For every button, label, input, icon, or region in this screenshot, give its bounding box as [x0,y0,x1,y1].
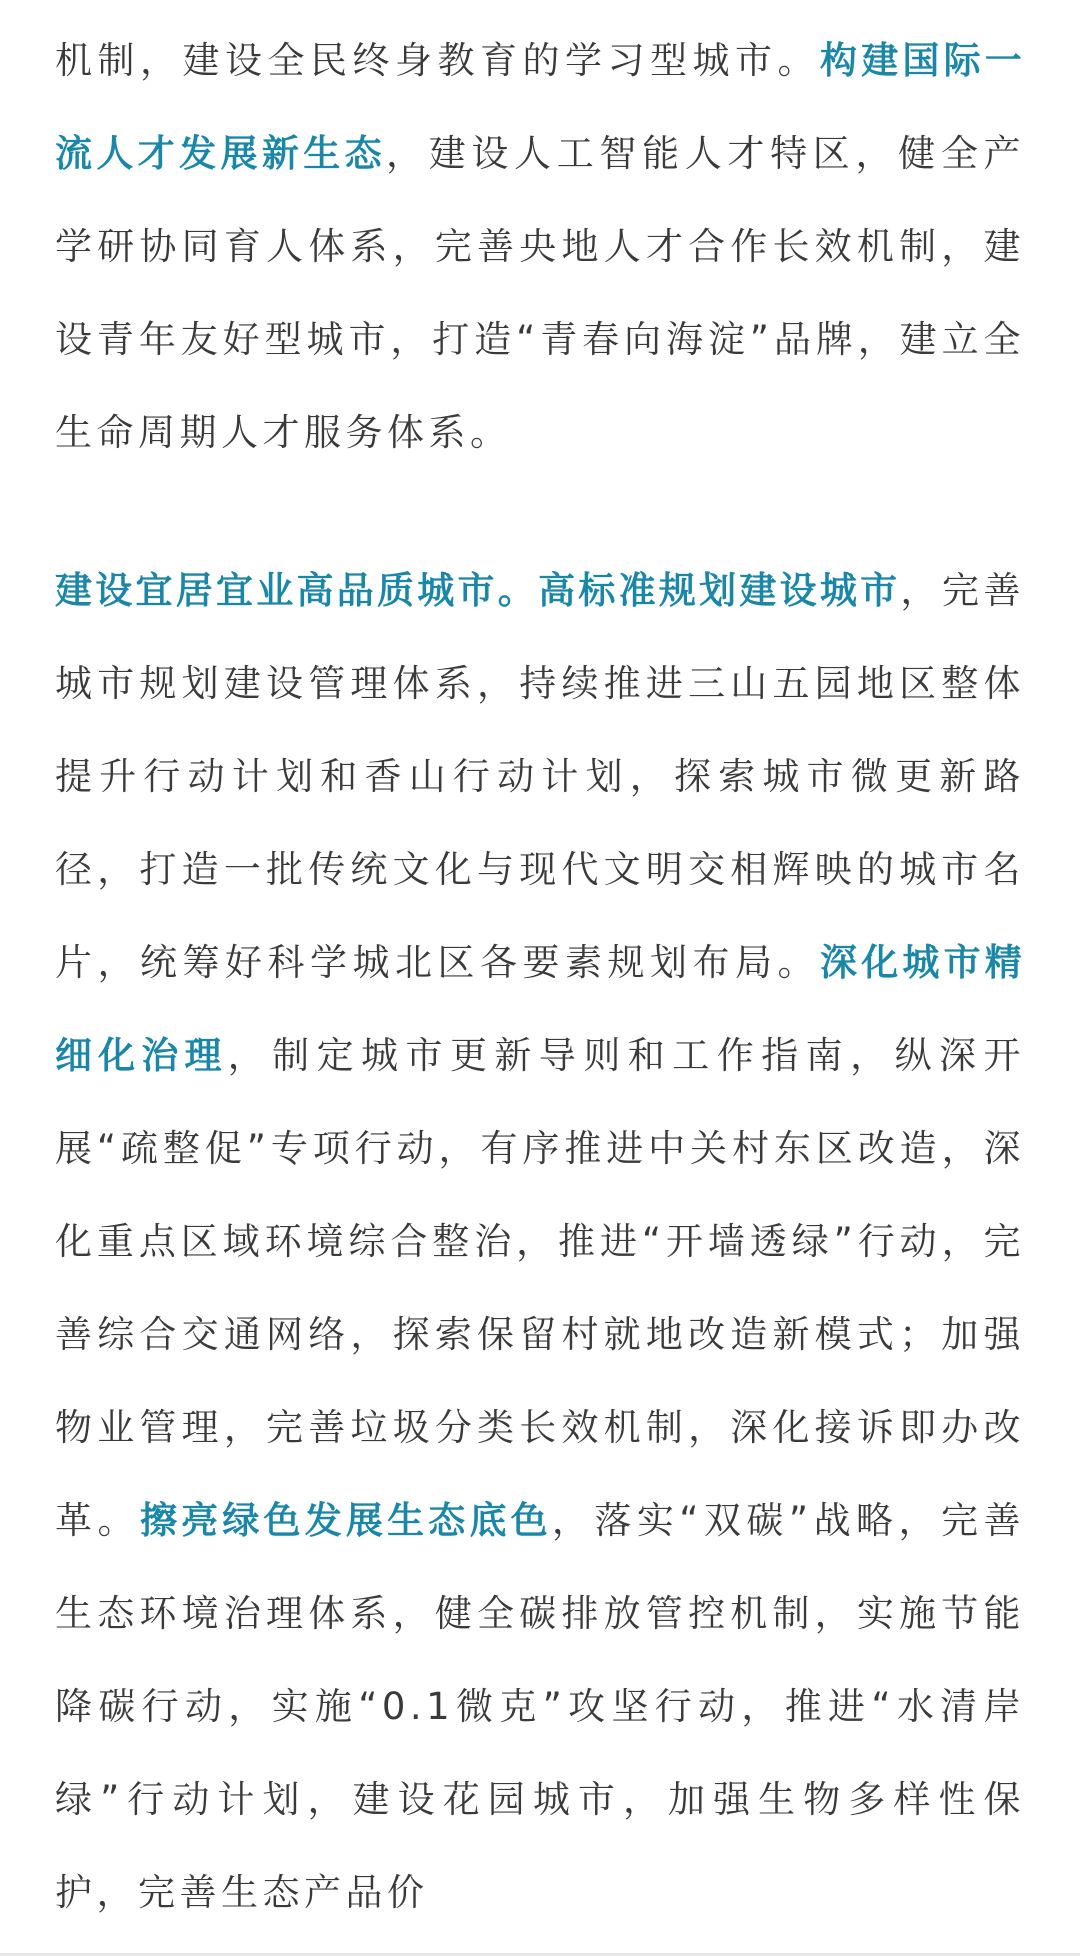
paragraph-gap [55,479,1025,544]
highlight-span: 建设宜居宜业高品质城市。 [55,569,539,612]
highlight-span: 深化城市精细化治理 [55,941,1025,1077]
text-span: ，落实“双碳”战略，完善生态环境治理体系，健全碳排放管控机制，实施节能降碳行动，实施“0.1微克”攻坚行动，推进“水清岸绿”行动计划，建设花园城市，加强生物多样性保护，完善生态产品价 [55,1499,1026,1914]
text-span: 机制，建设全民终身教育的学习型城市。 [55,39,820,82]
paragraph-talent [55,14,1025,479]
highlight-span: 构建国际一流人才发展新生态 [55,39,1025,175]
text-span: ，完善城市规划建设管理体系，持续推进三山五园地区整体提升行动计划和香山行动计划，探索城市微更新路径，打造一批传统文化与现代文明交相辉映的城市名片，统筹好科学城北区各要素规划布局。 [55,569,1026,984]
highlight-span: 高标准规划建设城市 [538,569,901,612]
highlight-span: 擦亮绿色发展生态底色 [139,1499,552,1542]
text-span: ，制定城市更新导则和工作指南，纵深开展“疏整促”专项行动，有序推进中关村东区改造，深化重点区域环境综合整治，推进“开墙透绿”行动，完善综合交通网络，探索保留村就地改造新模式；加强物业管理，完善垃圾分类长效机制，深化接诉即办改革。 [55,1034,1025,1542]
paragraph-city [55,544,1025,1939]
article-body [55,14,1025,1939]
text-span: ，建设人工智能人才特区，健全产学研协同育人体系，完善央地人才合作长效机制，建设青年友好型城市，打造“青春向海淀”品牌，建立全生命周期人才服务体系。 [55,132,1025,454]
